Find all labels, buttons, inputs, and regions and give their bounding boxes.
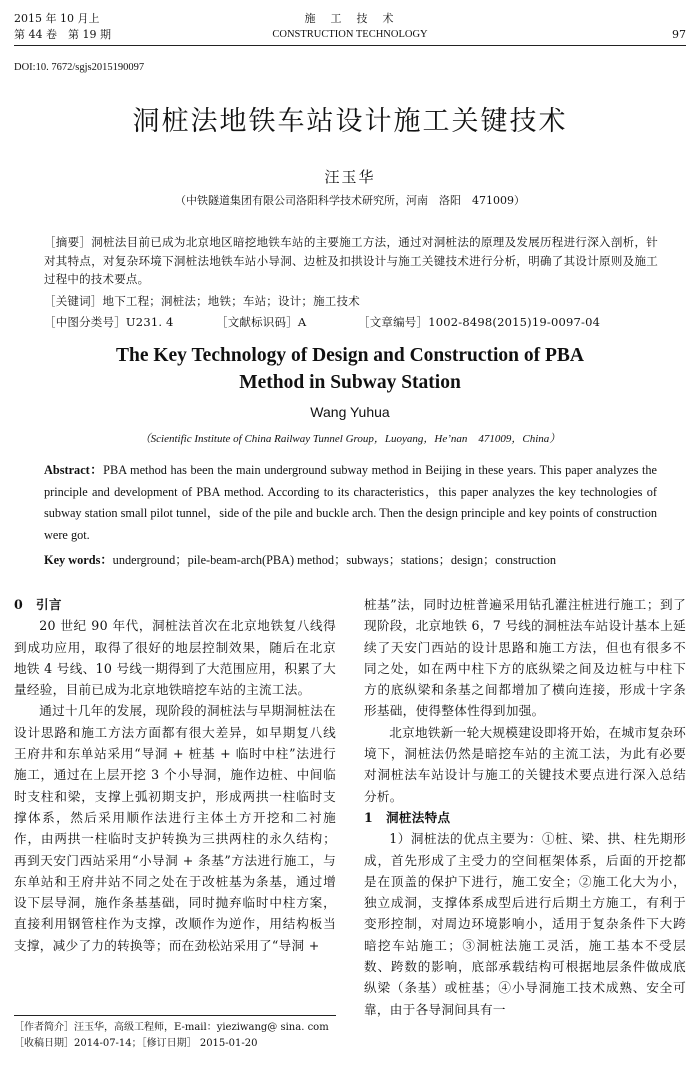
header-date: 2015 年 10 月上 [14,12,100,25]
header-journal-en: CONSTRUCTION TECHNOLOGY [272,29,428,40]
article-label: ［文章编号］ [358,315,429,329]
body-right-p3: 1）洞桩法的优点主要为：①桩、梁、拱、柱先期形成，首先形成了主受力的空间框架体系，后面的开挖都是在顶盖的保护下进行，施工安全；②施工化大为小，独立成洞，支撑体系成型后进行后期土方施工，有利于变形控制，对周边环境影响小，适用于复杂条件下大跨暗挖车站施工；③洞桩法施工灵活，施工基本不受层数、跨数的影响，底部承载结构可根据地层条件做成底纵梁（条基）或桩基；④小导洞施工技术成熟、安全可靠，由于各导洞间具有一 [364,831,686,1017]
keywords-en-text: underground；pile-beam-arch(PBA) method；subways；stations；design；construction [112,553,557,567]
abstract-cn [44,233,658,289]
header-journal-cn: 施 工 技 术 [304,12,396,25]
body-right-p2: 北京地铁新一轮大规模建设即将开始，在城市复杂环境下，洞桩法仍然是暗挖车站的主流工法，为此有必要对洞桩法车站设计与施工的关键技术要点进行深入总结分析。 [364,724,686,804]
abstract-en-label: Abstract [44,463,90,477]
keywords-cn-text: 地下工程；洞桩法；地铁；车站；设计；施工技术 [102,294,360,308]
title-en-line2: Method in Subway Station [239,372,461,393]
keywords-en: Key words：underground；pile-beam-arch(PBA) method；subways；stations；design；construction [44,553,557,567]
keywords-cn-label: ［关键词］ [44,294,103,308]
doi: DOI:10. 7672/sgjs2015190097 [14,62,145,73]
affiliation-en: （Scientific Institute of China Railway Tunnel Group，Luoyang，He’nan 471009，China） [139,433,561,445]
header-rule [14,45,686,46]
header-volume: 第 44 卷 第 19 期 [14,28,111,41]
clc-value: U231. 4 [125,315,174,329]
abstract-cn-label: ［摘要］ [44,235,92,249]
footnote-author-label: ［作者简介］ [14,1022,74,1033]
author-en: Wang Yuhua [310,404,390,420]
abstract-en: Abstract：PBA method has been the main underground subway method in Beijing in these years. This paper analyzes the principle and development of PBA method. According to its characteristics，this paper analyzes the key technologies of subway station small pilot tunnel，side of the pile and buckle arch. Then the design principle and key points of construction were got. [44,463,657,542]
footnote-author [14,1021,329,1035]
body-right-p1: 桩基”法，同时边桩普遍采用钻孔灌注桩进行施工；到了现阶段，北京地铁 6，7 号线的洞桩法车站设计基本上延续了天安门西站的设计思路和施工方法，但也有很多不同之处，如在两中柱下方的底纵梁之间及边桩与中柱下方的底纵梁和条基之间都增加了横向连接，形成十字条形基础，使得整体性得到加强。 [364,597,686,719]
classification-row [44,313,658,332]
abstract-en-text: PBA method has been the main underground subway method in Beijing in these years. This paper analyzes the principle and development of PBA method. According to its characteristics，this paper analyzes the key technologies of subway station small pilot tunnel，side of the pile and buckle arch. Then the design principle and key points of construction were got. [44,463,657,542]
footnote-date-label: ［收稿日期］ [14,1038,74,1049]
header-page-number: 97 [672,28,686,41]
affiliation-cn: （中铁隧道集团有限公司洛阳科学技术研究所，河南 洛阳 471009） [175,194,525,207]
article-value: 1002-8498(2015)19-0097-04 [428,315,601,329]
author-cn: 汪玉华 [324,168,376,186]
doc-value: A [297,315,307,329]
doc-label: ［文献标识码］ [216,315,298,329]
section-0-title: 0 引言 [14,597,62,612]
body-left-p2: 通过十几年的发展，现阶段的洞桩法与早期洞桩法在设计思路和施工方法方面都有很大差异，如早期复八线王府井和东单站采用“导洞 + 桩基 + 临时中柱”法进行施工，通过在上层开挖 3 个小导洞，施作边桩、中间临时支柱和梁，支撑上弧初期支护，形成两拱一柱临时支撑体系，然后采用顺作法进行主体土方开挖和二衬施作，由两拱一柱临时支护转换为三拱两柱的永久结构；再到天安门西站采用“小导洞 + 条基”方法进行施工，与东单站和王府井站不同之处在于改桩基为条基，通过增设下层导洞，施作条基基础，同时抛弃临时中柱方案，直接利用钢管柱作为支撑，改顺作为逆作，用结构板当支撑，减少了力的转换等；而在劲松站采用了“导洞 + [14,703,336,953]
footnote-date-text: 2014-07-14；［修订日期］ 2015-01-20 [74,1038,258,1049]
title-en-line1: The Key Technology of Design and Construction of PBA [115,345,585,366]
keywords-en-label: Key words [44,553,101,567]
clc-label: ［中图分类号］ [44,315,126,329]
footnote-author-text: 汪玉华，高级工程师，E-mail：yieziwang@ sina. com [74,1022,329,1033]
title-cn: 洞桩法地铁车站设计施工关键技术 [132,106,568,137]
body-left-column [14,594,336,956]
footnote-rule [14,1015,336,1016]
body-left-p1: 20 世纪 90 年代，洞桩法首次在北京地铁复八线得到成功应用，取得了很好的地层控制效果，随后在北京地铁 4 号线、10 号线一期得到了大范围应用，积累了大量经验，目前已成为北京地铁暗挖车站的主流工法。 [14,618,336,698]
keywords-cn [44,292,658,311]
section-1-title: 1 洞桩法特点 [364,809,451,825]
body-right-column [364,594,686,1020]
footnote-dates [14,1037,258,1051]
abstract-cn-text: 洞桩法目前已成为北京地区暗挖地铁车站的主要施工方法，通过对洞桩法的原理及发展历程进行深入剖析，针对其特点，对复杂环境下洞桩法地铁车站小导洞、边桩及扣拱设计与施工关键技术进行分析，明确了其设计原则及施工过程中的技术要点。 [44,235,658,286]
